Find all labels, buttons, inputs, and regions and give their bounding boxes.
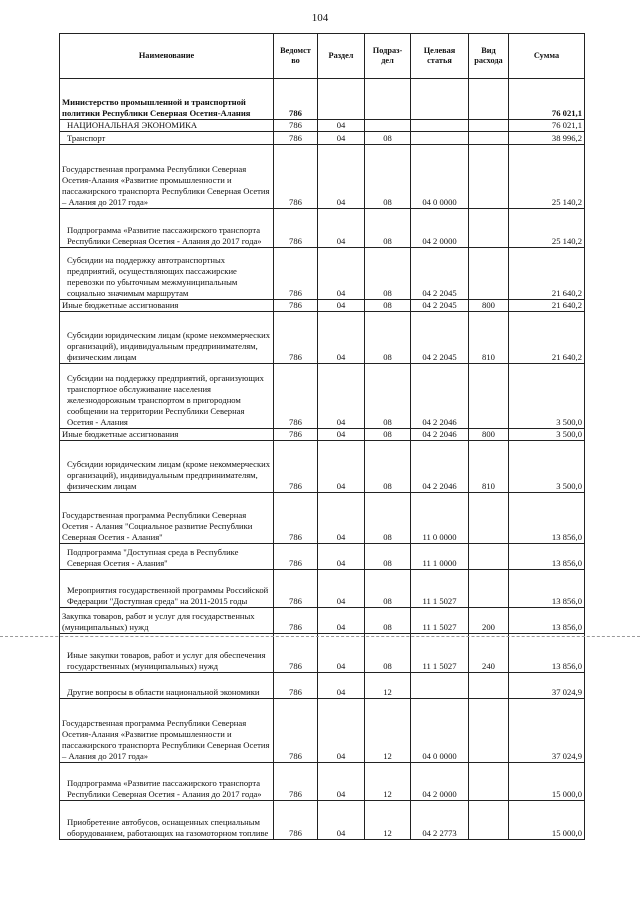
- cell-subsection: 12: [365, 801, 411, 840]
- cell-name: Приобретение автобусов, оснащенных специальным оборудованием, работающих на газомоторном топливе: [60, 801, 274, 840]
- cell-dept: 786: [274, 132, 318, 145]
- cell-section: 04: [318, 364, 365, 429]
- col-section-header: Раздел: [318, 34, 365, 79]
- table-row: [60, 132, 585, 145]
- cell-dept: 786: [274, 801, 318, 840]
- cell-subsection: 08: [365, 544, 411, 570]
- cell-target: [411, 673, 469, 699]
- cell-dept: 786: [274, 300, 318, 312]
- table-row: [60, 544, 585, 570]
- table-row: [60, 673, 585, 699]
- cell-target: 04 0 0000: [411, 699, 469, 763]
- page-number: 104: [311, 12, 329, 24]
- cell-name: Транспорт: [60, 132, 274, 145]
- cell-sum: 13 856,0: [509, 544, 585, 570]
- cell-subsection: 08: [365, 145, 411, 209]
- cell-section: 04: [318, 312, 365, 364]
- col-dept-header: Ведомст во: [274, 34, 318, 79]
- cell-dept: 786: [274, 634, 318, 673]
- cell-dept: 786: [274, 493, 318, 544]
- cell-subsection: 08: [365, 634, 411, 673]
- cell-sum: 76 021,1: [509, 79, 585, 120]
- cell-exptype: [469, 132, 509, 145]
- col-exptype-header: Вид расхода: [469, 34, 509, 79]
- cell-target: [411, 79, 469, 120]
- cell-exptype: [469, 364, 509, 429]
- cell-subsection: 08: [365, 209, 411, 248]
- table-row: [60, 763, 585, 801]
- cell-subsection: 08: [365, 493, 411, 544]
- table-row: [60, 608, 585, 634]
- cell-name: Подпрограмма "Доступная среда в Республике Северная Осетия - Алания": [60, 544, 274, 570]
- cell-name: Подпрограмма «Развитие пассажирского транспорта Республики Северная Осетия - Алания до 2017 года»: [60, 209, 274, 248]
- cell-name: НАЦИОНАЛЬНАЯ ЭКОНОМИКА: [60, 120, 274, 132]
- cell-name: Государственная программа Республики Северная Осетия - Алания "Социальное развитие Республики Северная Осетия - Алания": [60, 493, 274, 544]
- cell-section: 04: [318, 300, 365, 312]
- cell-name: Субсидии на поддержку предприятий, организующих транспортное обслуживание населения железнодорожным транспортом в пригородном сообщении на территории Республики Северная Осетия - Алания: [60, 364, 274, 429]
- cell-subsection: [365, 79, 411, 120]
- table-row: [60, 441, 585, 493]
- cell-sum: 38 996,2: [509, 132, 585, 145]
- cell-name: Иные закупки товаров, работ и услуг для обеспечения государственных (муниципальных) нужд: [60, 634, 274, 673]
- cell-subsection: 08: [365, 608, 411, 634]
- cell-exptype: [469, 801, 509, 840]
- cell-sum: 13 856,0: [509, 608, 585, 634]
- cell-subsection: 08: [365, 429, 411, 441]
- cell-subsection: 08: [365, 364, 411, 429]
- cell-exptype: 810: [469, 441, 509, 493]
- cell-dept: 786: [274, 763, 318, 801]
- col-name-header: Наименование: [60, 34, 274, 79]
- cell-target: 04 2 2046: [411, 429, 469, 441]
- cell-subsection: 12: [365, 673, 411, 699]
- cell-dept: 786: [274, 312, 318, 364]
- cell-name: Мероприятия государственной программы Российской Федерации "Доступная среда" на 2011-2015 годы: [60, 570, 274, 608]
- cell-section: 04: [318, 673, 365, 699]
- cell-section: 04: [318, 608, 365, 634]
- cell-sum: 3 500,0: [509, 364, 585, 429]
- cell-exptype: [469, 145, 509, 209]
- table-row: [60, 429, 585, 441]
- cell-sum: 37 024,9: [509, 699, 585, 763]
- cell-subsection: 12: [365, 763, 411, 801]
- cell-dept: 786: [274, 544, 318, 570]
- cell-section: 04: [318, 209, 365, 248]
- table-row: [60, 801, 585, 840]
- table-header-row: [60, 34, 585, 79]
- table-row: [60, 209, 585, 248]
- cell-exptype: [469, 79, 509, 120]
- cell-subsection: 12: [365, 699, 411, 763]
- cell-dept: 786: [274, 429, 318, 441]
- cell-exptype: 200: [469, 608, 509, 634]
- col-target-header: Целевая статья: [411, 34, 469, 79]
- cell-sum: 15 000,0: [509, 801, 585, 840]
- table-row: [60, 493, 585, 544]
- cell-target: 11 1 0000: [411, 544, 469, 570]
- table-row: [60, 570, 585, 608]
- col-sum-header: Сумма: [509, 34, 585, 79]
- cell-dept: 786: [274, 120, 318, 132]
- cell-sum: 21 640,2: [509, 300, 585, 312]
- cell-sum: 21 640,2: [509, 312, 585, 364]
- cell-section: 04: [318, 801, 365, 840]
- cell-subsection: 08: [365, 570, 411, 608]
- cell-section: 04: [318, 132, 365, 145]
- cell-sum: 21 640,2: [509, 248, 585, 300]
- cell-dept: 786: [274, 570, 318, 608]
- cell-sum: 15 000,0: [509, 763, 585, 801]
- cell-target: 04 2 2773: [411, 801, 469, 840]
- cell-exptype: [469, 248, 509, 300]
- cell-exptype: [469, 209, 509, 248]
- cell-exptype: 240: [469, 634, 509, 673]
- table-row: [60, 145, 585, 209]
- cell-name: Субсидии юридическим лицам (кроме некоммерческих организаций), индивидуальным предпринимателям, физическим лицам: [60, 312, 274, 364]
- cell-exptype: 800: [469, 429, 509, 441]
- table-row: [60, 300, 585, 312]
- cell-dept: 786: [274, 441, 318, 493]
- cell-name: Иные бюджетные ассигнования: [60, 429, 274, 441]
- cell-exptype: [469, 544, 509, 570]
- cell-name: Субсидии юридическим лицам (кроме некоммерческих организаций), индивидуальным предпринимателям, физическим лицам: [60, 441, 274, 493]
- cell-subsection: [365, 120, 411, 132]
- cell-dept: 786: [274, 145, 318, 209]
- table-body: [60, 79, 585, 840]
- cell-name: Закупка товаров, работ и услуг для государственных (муниципальных) нужд: [60, 608, 274, 634]
- cell-dept: 786: [274, 673, 318, 699]
- cell-sum: 37 024,9: [509, 673, 585, 699]
- col-subsection-header: Подраз- дел: [365, 34, 411, 79]
- cell-target: 04 2 2045: [411, 300, 469, 312]
- cell-exptype: [469, 493, 509, 544]
- table-row: [60, 312, 585, 364]
- cell-target: 11 1 5027: [411, 634, 469, 673]
- cell-target: 11 1 5027: [411, 570, 469, 608]
- cell-sum: 13 856,0: [509, 634, 585, 673]
- cell-name: Государственная программа Республики Северная Осетия-Алания «Развитие промышленности и пассажирского транспорта Республики Северная Осетия – Алания до 2017 года»: [60, 699, 274, 763]
- cell-name: Министерство промышленной и транспортной политики Республики Северная Осетия-Алания: [60, 79, 274, 120]
- cell-section: 04: [318, 763, 365, 801]
- cell-dept: 786: [274, 699, 318, 763]
- cell-dept: 786: [274, 248, 318, 300]
- cell-section: 04: [318, 699, 365, 763]
- cell-target: 04 2 2046: [411, 441, 469, 493]
- cell-target: 11 1 5027: [411, 608, 469, 634]
- table-row: [60, 699, 585, 763]
- cell-exptype: 810: [469, 312, 509, 364]
- cell-subsection: 08: [365, 300, 411, 312]
- cell-target: 04 2 2045: [411, 312, 469, 364]
- cell-sum: 25 140,2: [509, 209, 585, 248]
- cell-exptype: [469, 570, 509, 608]
- cell-section: 04: [318, 441, 365, 493]
- cell-name: Государственная программа Республики Северная Осетия-Алания «Развитие промышленности и пассажирского транспорта Республики Северная Осетия – Алания до 2017 года»: [60, 145, 274, 209]
- cell-sum: 13 856,0: [509, 493, 585, 544]
- cell-dept: 786: [274, 79, 318, 120]
- cell-target: 04 2 2045: [411, 248, 469, 300]
- cell-subsection: 08: [365, 248, 411, 300]
- cell-name: Субсидии на поддержку автотранспортных предприятий, осуществляющих пассажирские перевозки по убыточным межмуниципальным социально значимым маршрутам: [60, 248, 274, 300]
- cell-target: 11 0 0000: [411, 493, 469, 544]
- cell-target: 04 0 0000: [411, 145, 469, 209]
- table-row: [60, 248, 585, 300]
- cell-exptype: [469, 763, 509, 801]
- cell-sum: 13 856,0: [509, 570, 585, 608]
- cell-exptype: 800: [469, 300, 509, 312]
- cell-target: [411, 132, 469, 145]
- cell-exptype: [469, 120, 509, 132]
- cell-exptype: [469, 699, 509, 763]
- cell-dept: 786: [274, 608, 318, 634]
- cell-sum: 76 021,1: [509, 120, 585, 132]
- cell-dept: 786: [274, 209, 318, 248]
- budget-table: [59, 33, 585, 840]
- cell-section: 04: [318, 429, 365, 441]
- cell-sum: 3 500,0: [509, 441, 585, 493]
- table-row: [60, 364, 585, 429]
- cell-sum: 3 500,0: [509, 429, 585, 441]
- scan-artifact-line: [0, 636, 640, 637]
- cell-target: 04 2 0000: [411, 209, 469, 248]
- cell-section: 04: [318, 493, 365, 544]
- cell-section: [318, 79, 365, 120]
- cell-subsection: 08: [365, 312, 411, 364]
- cell-section: 04: [318, 634, 365, 673]
- cell-subsection: 08: [365, 132, 411, 145]
- cell-subsection: 08: [365, 441, 411, 493]
- cell-section: 04: [318, 120, 365, 132]
- cell-section: 04: [318, 570, 365, 608]
- cell-section: 04: [318, 544, 365, 570]
- cell-exptype: [469, 673, 509, 699]
- table-row: [60, 79, 585, 120]
- table-row: [60, 634, 585, 673]
- cell-name: Другие вопросы в области национальной экономики: [60, 673, 274, 699]
- cell-name: Иные бюджетные ассигнования: [60, 300, 274, 312]
- cell-section: 04: [318, 248, 365, 300]
- cell-target: 04 2 2046: [411, 364, 469, 429]
- cell-name: Подпрограмма «Развитие пассажирского транспорта Республики Северная Осетия - Алания до 2017 года»: [60, 763, 274, 801]
- cell-target: 04 2 0000: [411, 763, 469, 801]
- table-row: [60, 120, 585, 132]
- cell-sum: 25 140,2: [509, 145, 585, 209]
- cell-section: 04: [318, 145, 365, 209]
- cell-dept: 786: [274, 364, 318, 429]
- cell-target: [411, 120, 469, 132]
